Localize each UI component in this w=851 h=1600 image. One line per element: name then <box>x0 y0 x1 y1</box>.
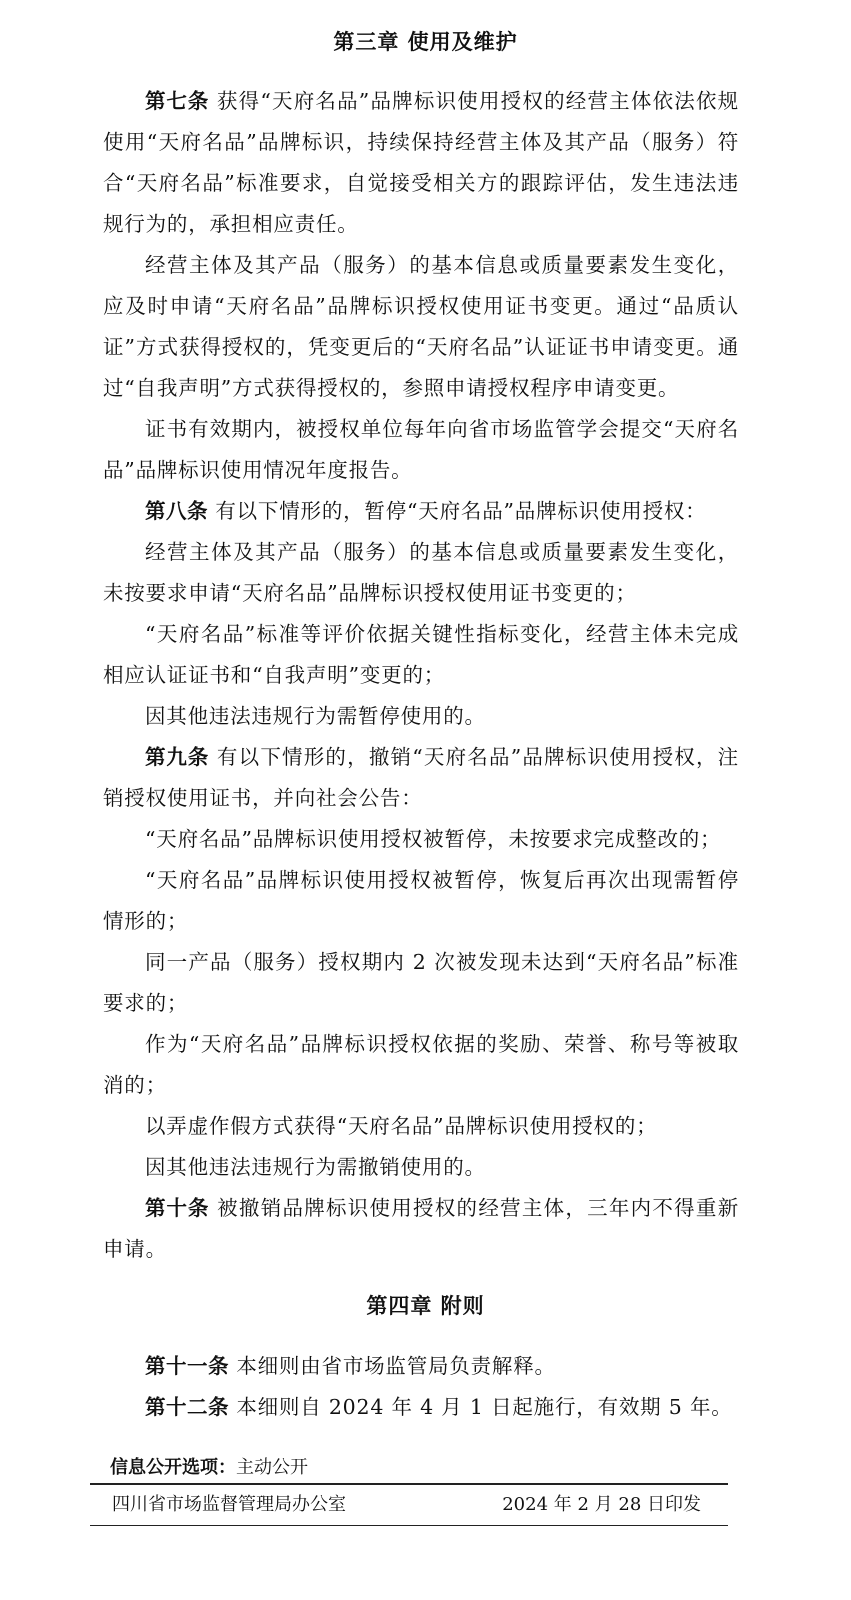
article-10-text: 被撤销品牌标识使用授权的经营主体，三年内不得重新申请。 <box>103 1196 739 1261</box>
footer-top-rule <box>90 1483 728 1485</box>
article-9-label: 第九条 <box>145 745 210 769</box>
article-9-item-6: 因其他违法违规行为需撤销使用的。 <box>145 1155 486 1179</box>
article-12 <box>103 1387 739 1428</box>
article-7-paragraph-2: 经营主体及其产品（服务）的基本信息或质量要素发生变化，应及时申请“天府名品”品牌标识授权使用证书变更。通过“品质认证”方式获得授权的，凭变更后的“天府名品”认证证书申请变更。通过“自我声明”方式获得授权的，参照申请授权程序申请变更。 <box>103 253 739 400</box>
article-7 <box>103 81 739 245</box>
article-8-item-3: 因其他违法违规行为需暂停使用的。 <box>145 704 486 728</box>
info-disclosure-value: 主动公开 <box>236 1457 308 1478</box>
article-9-item-3: 同一产品（服务）授权期内 2 次被发现未达到“天府名品”标准要求的； <box>103 950 739 1015</box>
article-11 <box>103 1346 739 1387</box>
article-7-text: 获得“天府名品”品牌标识使用授权的经营主体依法依规使用“天府名品”品牌标识，持续保持经营主体及其产品（服务）符合“天府名品”标准要求，自觉接受相关方的跟踪评估，发生违法违规行为的，承担相应责任。 <box>103 89 739 236</box>
info-disclosure <box>110 1453 308 1479</box>
article-8-item-2: “天府名品”标准等评价依据关键性指标变化，经营主体未完成相应认证证书和“自我声明”变更的； <box>103 622 739 687</box>
article-12-text: 本细则自 2024 年 4 月 1 日起施行，有效期 5 年。 <box>236 1395 733 1419</box>
footer-bottom-rule <box>90 1525 728 1526</box>
chapter-4-title: 第四章 附则 <box>366 1294 485 1318</box>
article-8 <box>103 491 739 532</box>
article-9-item-5: 以弄虚作假方式获得“天府名品”品牌标识使用授权的； <box>145 1114 658 1138</box>
article-9-item-2: “天府名品”品牌标识使用授权被暂停，恢复后再次出现需暂停情形的； <box>103 868 739 933</box>
article-8-text: 有以下情形的，暂停“天府名品”品牌标识使用授权： <box>215 499 707 523</box>
article-10 <box>103 1188 739 1270</box>
chapter-3-title: 第三章 使用及维护 <box>333 30 518 54</box>
issue-date: 2024 年 2 月 28 日印发 <box>502 1494 701 1515</box>
article-8-label: 第八条 <box>145 499 208 523</box>
article-10-label: 第十条 <box>145 1196 210 1220</box>
article-7-paragraph-3: 证书有效期内，被授权单位每年向省市场监管学会提交“天府名品”品牌标识使用情况年度报告。 <box>103 417 739 482</box>
issuing-office: 四川省市场监督管理局办公室 <box>112 1494 346 1515</box>
info-disclosure-label: 信息公开选项： <box>110 1457 236 1478</box>
article-12-label: 第十二条 <box>145 1395 229 1419</box>
article-9-item-4: 作为“天府名品”品牌标识授权依据的奖励、荣誉、称号等被取消的； <box>103 1032 739 1097</box>
article-7-label: 第七条 <box>145 89 210 113</box>
article-9-item-1: “天府名品”品牌标识使用授权被暂停，未按要求完成整改的； <box>145 827 722 851</box>
article-9 <box>103 737 739 819</box>
article-11-label: 第十一条 <box>145 1354 229 1378</box>
article-8-item-1: 经营主体及其产品（服务）的基本信息或质量要素发生变化，未按要求申请“天府名品”品牌标识授权使用证书变更的； <box>103 540 739 605</box>
article-11-text: 本细则由省市场监管局负责解释。 <box>236 1354 556 1378</box>
article-9-text: 有以下情形的，撤销“天府名品”品牌标识使用授权，注销授权使用证书，并向社会公告： <box>103 745 739 810</box>
